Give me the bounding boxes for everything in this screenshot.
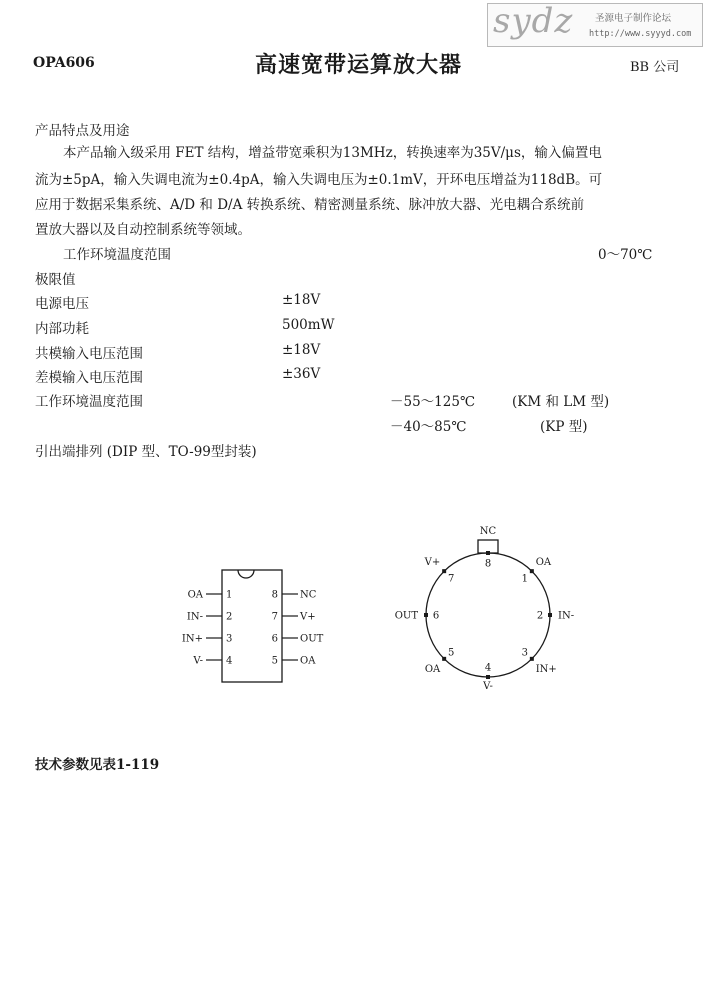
dip-left-pins <box>182 590 232 667</box>
features-line-4: 置放大器以及自动控制系统等领域。 <box>35 222 251 238</box>
features-heading: 产品特点及用途 <box>35 123 130 139</box>
dip-right-pins <box>272 590 324 667</box>
to99-pin-number: 4 <box>484 662 492 674</box>
to99-pin-number: 3 <box>521 647 528 659</box>
dip-pin-number: 7 <box>271 611 278 623</box>
features-line-2: 流为±5pA，输入失调电流为±0.4pA，输入失调电压为±0.1mV，开环电压增益为118dB。可 <box>35 172 603 188</box>
to99-pin-name: OA <box>535 556 552 568</box>
dip-pin-name: IN- <box>186 611 203 623</box>
dip-pin-name: V- <box>193 655 203 667</box>
rating-label: 共模输入电压范围 <box>35 346 143 362</box>
rating-value: ±18V <box>282 292 321 308</box>
dip-notch <box>238 570 254 578</box>
dip-pin-number: 4 <box>226 655 233 667</box>
to99-pin-name: IN- <box>558 610 575 622</box>
dip-pin-name: V+ <box>300 611 316 623</box>
to99-pin-dot <box>530 657 534 661</box>
env-temp-label: 工作环境温度范围 <box>63 247 171 263</box>
watermark-logo: sydz <box>493 1 574 41</box>
op-temp-value-km-lm: －55～125℃ <box>390 394 476 410</box>
to99-pin-name: NC <box>479 526 497 537</box>
rating-label: 电源电压 <box>35 296 89 312</box>
ratings-heading: 极限值 <box>35 272 76 288</box>
dip-pin-name: OUT <box>300 633 324 645</box>
pinout-diagrams <box>0 500 705 700</box>
dip-pin-number: 5 <box>271 655 278 667</box>
to99-pin-name: V- <box>483 681 493 692</box>
op-temp-note-km-lm: (KM 和 LM 型) <box>512 394 610 410</box>
rating-value: ±36V <box>282 366 321 382</box>
to99-pin-number: 8 <box>484 558 492 570</box>
to99-pin-name: OA <box>424 664 441 676</box>
to99-pin-number: 2 <box>536 610 544 622</box>
rating-value: 500mW <box>282 317 335 333</box>
to99-pin-name: V+ <box>424 556 441 568</box>
to99-pin-dot <box>548 613 552 617</box>
watermark <box>487 3 701 45</box>
features-line-3: 应用于数据采集系统、A/D 和 D/A 转换系统、精密测量系统、脉冲放大器、光电耦合系统前 <box>35 197 585 213</box>
env-temp-value: 0～70℃ <box>598 247 653 263</box>
dip-pin-number: 3 <box>226 633 233 645</box>
to99-pin-name: OUT <box>394 610 418 622</box>
watermark-site-name: 圣源电子制作论坛 <box>595 13 672 24</box>
features-line-1: 本产品输入级采用 FET 结构，增益带宽乘积为13MHz，转换速率为35V/μs，输入偏置电 <box>63 145 602 161</box>
to99-pin-number: 7 <box>448 573 455 585</box>
to99-pin-dot <box>530 569 534 573</box>
to99-pin-dot <box>442 657 446 661</box>
to99-pin-dot <box>486 551 490 555</box>
to99-pins <box>395 526 574 692</box>
rating-label: 内部功耗 <box>35 321 89 337</box>
dip-pin-name: NC <box>300 589 317 601</box>
to99-pin-name: IN+ <box>535 664 557 676</box>
page-title: 高速宽带运算放大器 <box>255 52 463 78</box>
to99-package <box>395 526 574 692</box>
footer-note: 技术参数见表1-119 <box>35 757 160 773</box>
dip-pin-number: 1 <box>226 589 233 601</box>
op-temp-note-kp: (KP 型) <box>540 419 588 435</box>
op-temp-label: 工作环境温度范围 <box>35 394 143 410</box>
dip-pin-name: OA <box>300 655 316 667</box>
to99-pin-number: 1 <box>521 573 528 585</box>
to99-pin-dot <box>424 613 428 617</box>
dip-pin-number: 2 <box>226 611 233 623</box>
to99-pin-dot <box>486 675 490 679</box>
to99-pin-dot <box>442 569 446 573</box>
dip-package <box>182 570 324 682</box>
pinout-heading: 引出端排列 (DIP 型、TO-99型封装) <box>35 444 257 460</box>
dip-pin-name: IN+ <box>181 633 203 645</box>
dip-pin-number: 8 <box>271 589 278 601</box>
to99-pin-number: 6 <box>432 610 440 622</box>
rating-label: 差模输入电压范围 <box>35 370 143 386</box>
op-temp-value-kp: －40～85℃ <box>390 419 467 435</box>
to99-pin-number: 5 <box>448 647 455 659</box>
watermark-url: http://www.syyyd.com <box>589 29 692 39</box>
manufacturer: BB 公司 <box>630 60 680 75</box>
dip-pin-name: OA <box>187 589 203 601</box>
part-number: OPA606 <box>33 55 95 71</box>
dip-pin-number: 6 <box>271 633 278 645</box>
rating-value: ±18V <box>282 342 321 358</box>
